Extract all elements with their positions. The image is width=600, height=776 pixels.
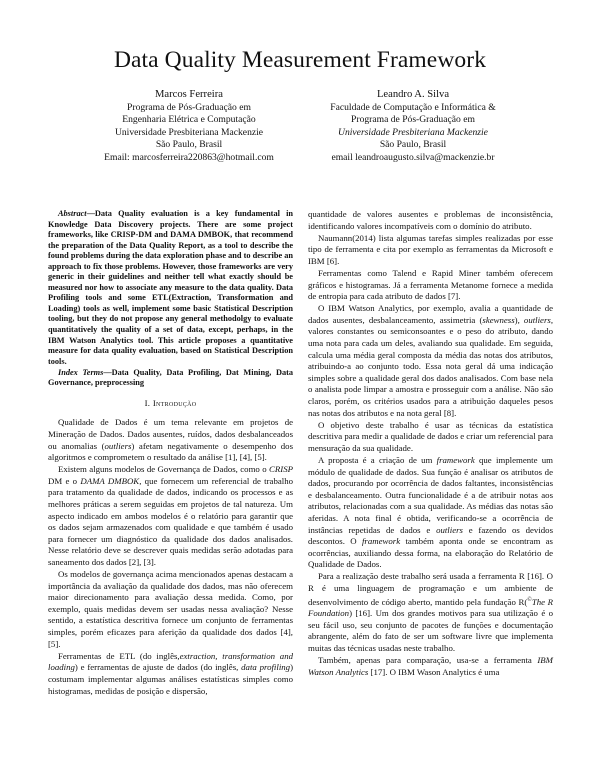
paragraph bbox=[308, 655, 553, 678]
text-run: ), bbox=[514, 314, 524, 325]
author-affiliation-line: Programa de Pós-Graduação em bbox=[351, 114, 475, 126]
section-number: I. bbox=[144, 397, 151, 408]
paragraph bbox=[308, 303, 553, 419]
text-run: também aponta onde se encontram as ocorrências, auxiliando dessa forma, na elaboração do Relatório de Qualidade de Dados. bbox=[308, 536, 553, 570]
text-run: Também, apenas para comparação, usa-se a ferramenta bbox=[318, 654, 538, 665]
paragraph bbox=[308, 571, 553, 654]
author-block-1 bbox=[74, 88, 304, 164]
section-heading bbox=[48, 398, 293, 410]
text-run: Para a realização deste trabalho será usada a ferramenta R [16]. O R é uma linguagem de programação e um ambiente de desenvolvimento de código aberto, mantido pela fundação R( bbox=[308, 571, 553, 607]
text-run: Qualidade de Dados é um tema relevante em projetos de Mineração de Dados. Dados ausentes, ruídos, dados desbalanceados ou anomalias ( bbox=[48, 417, 293, 451]
paragraph: Naumann(2014) lista algumas tarefas simples realizadas por esse tipo de ferramenta e cita por exemplo as ferramentas da Microsoft e IBM [6]. bbox=[308, 232, 553, 266]
paragraph bbox=[48, 464, 293, 568]
text-run: [17]. O IBM Wason Analytics é uma bbox=[368, 666, 500, 677]
text-run-italic: outliers bbox=[523, 314, 551, 325]
text-run-italic: framework bbox=[361, 536, 401, 547]
text-run: ) e ferramentas de ajuste de dados (do inglês, bbox=[74, 662, 242, 673]
text-run-italic: DAMA DMBOK bbox=[80, 475, 140, 486]
author-affiliation-line: Programa de Pós-Graduação em bbox=[127, 102, 251, 113]
text-run: A proposta é a criação de um bbox=[318, 454, 437, 465]
abstract bbox=[48, 209, 293, 367]
text-run-italic: IBM Watson Analytics bbox=[308, 654, 553, 677]
author-name: Leandro A. Silva bbox=[376, 89, 450, 100]
index-terms-text: —Data Quality, Data Profiling, Dat Mining, Data Governance, preprocessing bbox=[48, 367, 294, 388]
abstract-label: Abstract bbox=[58, 209, 87, 218]
author-email: Email: marcosferreira220863@hotmail.com bbox=[104, 151, 274, 163]
text-run: , valores constantes ou semiconsoantes e o peso do atributo, dando uma nota para cada um deles, avaliando sua qualidade. Em seguida, calcula uma média geral composta da média das notas dos atributos, atribuindo-a ao conjunto todo. Essa nota geral dá uma indicação simples sobre a qualidade geral dos dados analisados. Com base nela o analista pode limpar a amostra e prosseguir com a análise. Não são claros, porém, os critérios usados para a atribuição daqueles pesos nas notas dos atributos e na nota geral [8]. bbox=[308, 314, 554, 418]
left-column bbox=[48, 209, 293, 698]
paragraph bbox=[48, 651, 293, 697]
text-run-italic: data profiling bbox=[241, 662, 291, 673]
text-run-italic: The R Foundation bbox=[308, 596, 553, 619]
author-affiliation-line: Engenharia Elétrica e Computação bbox=[122, 114, 256, 126]
paragraph: Os modelos de governança acima mencionados apenas destacam a importância da avaliação da qualidade dos dados, mas não oferecem maior direcionamento para avaliação dessa medida. Como, por exemplo, quais medidas devem ser usadas nessa avaliação? Nesse sentido, a estatística descritiva fornece um conjunto de ferramentas simples, porém eficazes para aferição da qualidade dos dados [4], [5]. bbox=[48, 569, 293, 649]
author-affiliation-line: Faculdade de Computação e Informática & bbox=[330, 102, 496, 113]
index-terms bbox=[48, 368, 293, 389]
text-run-italic: outliers bbox=[436, 524, 463, 535]
paragraph: Ferramentas como Talend e Rapid Miner também oferecem gráficos e histogramas. Já a ferramenta Metanome fornece a medida de entropia para cada atributo de dados [7]. bbox=[308, 267, 553, 302]
index-terms-label: Index Terms bbox=[58, 367, 104, 377]
text-run-italic: skewness bbox=[482, 314, 515, 325]
text-run-italic: CRISP bbox=[269, 464, 293, 475]
text-run: , que fornecem um referencial de trabalho para tratamento da qualidade de dados, indicando os processos e as melhores práticas a serem seguidas em projetos de tal natureza. Um aspecto indicado em ambos modelos é o relatório para garantir que os dados sejam armazenados com qualidade e que também é usado para fornecer um diagnóstico da qualidade dos dados analisados. Nesse relatório deve se descrever quais medidas serão adotadas para saneamento dos dados [2], [3]. bbox=[48, 475, 293, 568]
text-run: DM e o bbox=[48, 475, 81, 486]
text-run-italic: outliers bbox=[104, 440, 132, 451]
text-run: e fazendo os devidos descontos. O bbox=[308, 524, 553, 547]
section-title: Introdução bbox=[152, 397, 197, 408]
paper-title: Data Quality Measurement Framework bbox=[113, 47, 487, 73]
text-run-italic: framework bbox=[436, 454, 475, 465]
author-block-2 bbox=[298, 88, 528, 164]
paragraph bbox=[308, 455, 553, 571]
paragraph: O objetivo deste trabalho é usar as técnicas da estatística descritiva para medir a qualidade de dados e criar um referencial para mensuração da sua qualidade. bbox=[308, 419, 553, 453]
text-run: ) afetam negativamente o desempenho dos algoritmos e comprometem o resultado da análise [1], [4], [5]. bbox=[48, 440, 293, 463]
copyright-symbol: © bbox=[527, 596, 532, 603]
text-run: ) [16]. Um dos grandes motivos para sua utilização é o seu fácil uso, seu conjunto de pacotes de funções e documentação abrangente, além do fato de ser um software livre que implementa muitas das técnicas usadas neste trabalho. bbox=[308, 608, 553, 653]
paragraph bbox=[48, 417, 293, 463]
text-run: que implemente um módulo de qualidade de dados. Sua função é analisar os atributos de dados, procurando por ocorrência de dados faltantes, inconsistências e desbalanceamento. Outra funcionalidade é a de atribuir notas aos atributos, relacionadas com a sua qualidade. As médias das notas são aferidas. A nota final é obtida, verificando-se a ocorrência de instâncias repetidas de dados e bbox=[308, 454, 553, 535]
author-affiliation-line: Universidade Presbiteriana Mackenzie bbox=[114, 126, 264, 138]
author-location-line: São Paulo, Brasil bbox=[379, 139, 447, 151]
right-column bbox=[308, 209, 553, 679]
text-run: Ferramentas de ETL (do inglês, bbox=[58, 650, 180, 661]
abstract-text: —Data Quality evaluation is a key fundamental in Knowledge Data Discovery projects. There are some project frameworks, like CRISP-DM and DAMA DMBOK, that recommend the preparation of the Data Quality Report, as a tool to describe the found problems during the data exploration phase and to describe an approach to fix those problems. However, those frameworks are very generic in their guidelines and neither tell what exactly should be measured nor how to associate any measure to the data quality. Data Profiling tools and some ETL(Extraction, Transformation and Loading) tools as well, implement some basic Statistical Description tooling, but they do not propose any general methodolgy to evaluate quantitatively the quality of a set of data, except, perhaps, in the IBM Watson Analytics tool. This article proposes a quantitative measure for data quality evaluation, based on Statistical Description tools. bbox=[48, 209, 293, 366]
text-run: ) costumam implementar algumas análises estatísticas simples como histogramas, medidas de posição e dispersão, bbox=[48, 662, 293, 696]
author-location-line: São Paulo, Brasil bbox=[155, 139, 223, 151]
text-run: Existem alguns modelos de Governança de Dados, como o bbox=[58, 464, 270, 475]
text-run: O IBM Watson Analytics, por exemplo, avalia a quantidade de dados ausentes, desbalanceamento, assimetria ( bbox=[308, 303, 553, 325]
author-email: email leandroaugusto.silva@mackenzie.br bbox=[331, 151, 495, 163]
author-name: Marcos Ferreira bbox=[155, 89, 223, 100]
author-affiliation-line: Universidade Presbiteriana Mackenzie bbox=[338, 126, 488, 138]
text-run-italic: extraction, transformation and loading bbox=[48, 650, 294, 673]
paragraph-continued: quantidade de valores ausentes e problemas de inconsistência, identificando valores incompatíveis com o domínio do atributo. bbox=[308, 209, 553, 231]
